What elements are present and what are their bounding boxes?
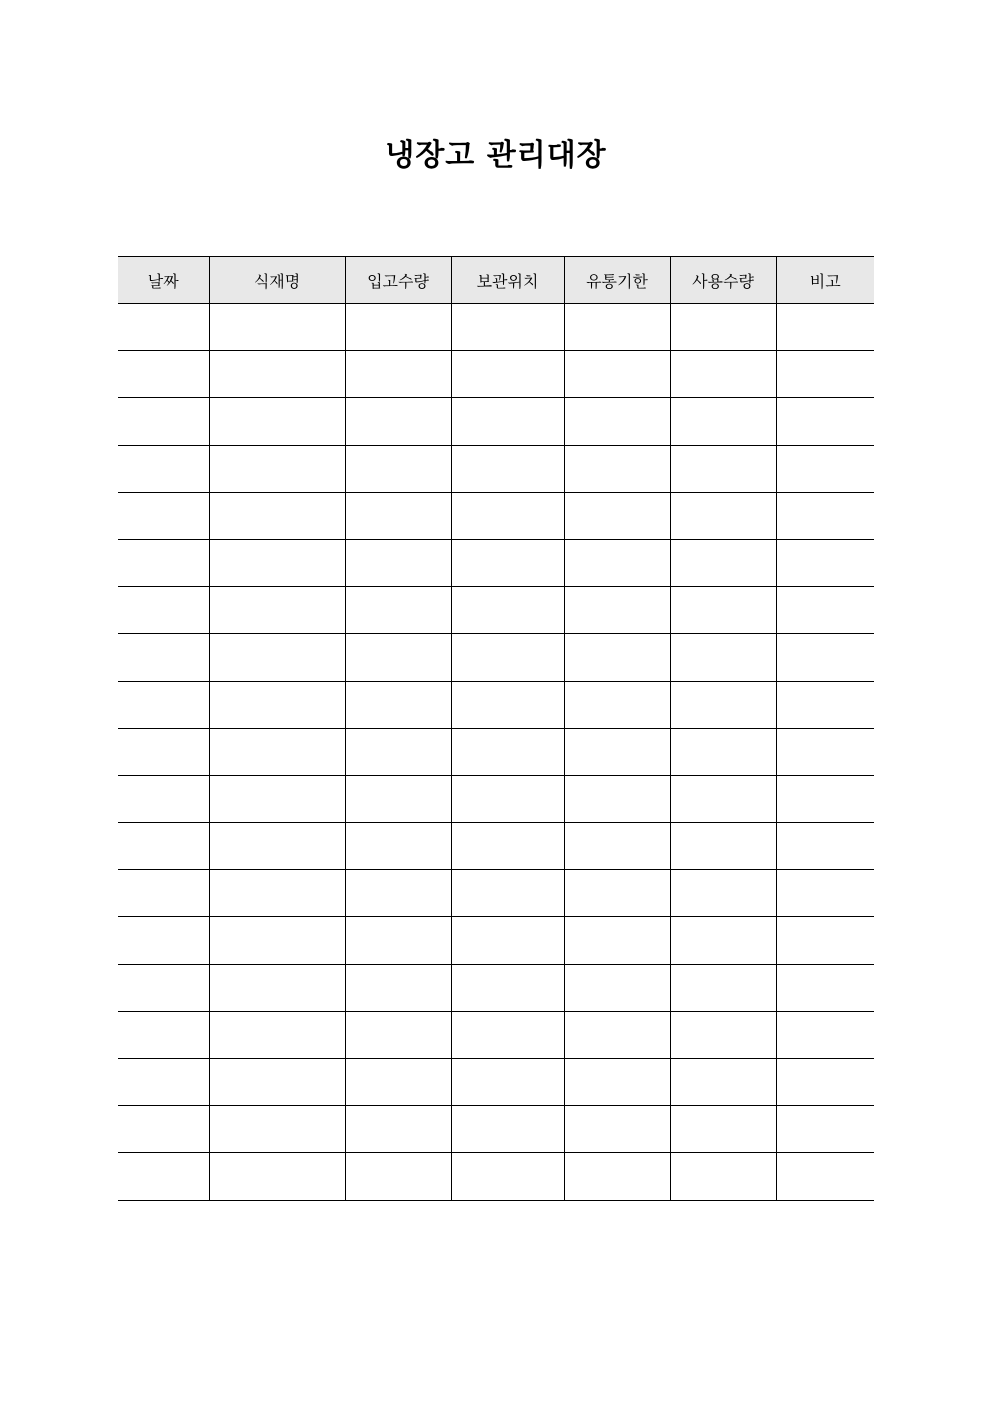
table-cell[interactable] (776, 681, 874, 728)
table-cell[interactable] (564, 1106, 670, 1153)
table-row (118, 1011, 874, 1058)
table-cell[interactable] (670, 351, 776, 398)
table-cell[interactable] (345, 917, 451, 964)
table-cell[interactable] (776, 917, 874, 964)
header-expiration-date: 유통기한 (564, 257, 670, 304)
table-row (118, 1106, 874, 1153)
table-cell[interactable] (451, 1153, 564, 1200)
table-cell[interactable] (209, 634, 345, 681)
table-cell[interactable] (451, 870, 564, 917)
table-cell[interactable] (345, 964, 451, 1011)
table-cell[interactable] (209, 587, 345, 634)
table-cell[interactable] (564, 823, 670, 870)
table-cell[interactable] (670, 917, 776, 964)
header-storage-location: 보관위치 (451, 257, 564, 304)
header-usage-quantity: 사용수량 (670, 257, 776, 304)
table-cell[interactable] (776, 634, 874, 681)
page-title: 냉장고 관리대장 (385, 138, 607, 173)
table-cell[interactable] (209, 1153, 345, 1200)
table-cell[interactable] (451, 775, 564, 822)
table-cell[interactable] (451, 964, 564, 1011)
table-row (118, 681, 874, 728)
table-cell[interactable] (564, 351, 670, 398)
table-row (118, 492, 874, 539)
table-cell[interactable] (451, 351, 564, 398)
table-cell[interactable] (564, 1011, 670, 1058)
table-cell[interactable] (118, 1011, 209, 1058)
table-cell[interactable] (451, 823, 564, 870)
table-cell[interactable] (345, 728, 451, 775)
table-cell[interactable] (209, 964, 345, 1011)
table-cell[interactable] (776, 398, 874, 445)
table-cell[interactable] (209, 492, 345, 539)
table-cell[interactable] (451, 1059, 564, 1106)
table-row (118, 728, 874, 775)
table-cell[interactable] (564, 445, 670, 492)
table-row (118, 445, 874, 492)
table-cell[interactable] (564, 587, 670, 634)
table-cell[interactable] (209, 351, 345, 398)
table-cell[interactable] (345, 1011, 451, 1058)
header-date: 날짜 (118, 257, 209, 304)
table-cell[interactable] (670, 964, 776, 1011)
table-row (118, 304, 874, 351)
header-remarks: 비고 (776, 257, 874, 304)
table-cell[interactable] (209, 823, 345, 870)
table-cell[interactable] (345, 492, 451, 539)
table-cell[interactable] (118, 870, 209, 917)
table-cell[interactable] (670, 823, 776, 870)
table-cell[interactable] (670, 681, 776, 728)
table-cell[interactable] (118, 445, 209, 492)
table-cell[interactable] (670, 304, 776, 351)
table-cell[interactable] (776, 964, 874, 1011)
table-cell[interactable] (564, 964, 670, 1011)
table-cell[interactable] (209, 304, 345, 351)
header-incoming-quantity: 입고수량 (345, 257, 451, 304)
table-cell[interactable] (345, 1106, 451, 1153)
table-cell[interactable] (345, 587, 451, 634)
table-cell[interactable] (776, 445, 874, 492)
table-row (118, 1153, 874, 1200)
table-cell[interactable] (564, 728, 670, 775)
table-cell[interactable] (451, 492, 564, 539)
table-cell[interactable] (345, 1059, 451, 1106)
table-cell[interactable] (118, 823, 209, 870)
table-cell[interactable] (776, 539, 874, 586)
table-cell[interactable] (564, 398, 670, 445)
table-cell[interactable] (776, 1011, 874, 1058)
table-cell[interactable] (451, 445, 564, 492)
table-cell[interactable] (209, 681, 345, 728)
table-cell[interactable] (345, 681, 451, 728)
table-cell[interactable] (776, 775, 874, 822)
table-row (118, 917, 874, 964)
table-cell[interactable] (451, 539, 564, 586)
table-cell[interactable] (670, 634, 776, 681)
table-cell[interactable] (776, 1106, 874, 1153)
table-cell[interactable] (209, 775, 345, 822)
table-cell[interactable] (776, 870, 874, 917)
table-cell[interactable] (564, 870, 670, 917)
table-cell[interactable] (670, 1106, 776, 1153)
table-cell[interactable] (451, 398, 564, 445)
table-cell[interactable] (118, 587, 209, 634)
table-cell[interactable] (118, 681, 209, 728)
table-cell[interactable] (564, 492, 670, 539)
table-cell[interactable] (345, 398, 451, 445)
table-cell[interactable] (345, 351, 451, 398)
table-row (118, 539, 874, 586)
table-cell[interactable] (118, 775, 209, 822)
table-cell[interactable] (209, 728, 345, 775)
table-cell[interactable] (345, 539, 451, 586)
table-cell[interactable] (564, 634, 670, 681)
table-row (118, 398, 874, 445)
table-row (118, 587, 874, 634)
table-cell[interactable] (209, 398, 345, 445)
table-cell[interactable] (118, 634, 209, 681)
table-cell[interactable] (451, 1106, 564, 1153)
table-cell[interactable] (670, 492, 776, 539)
table-cell[interactable] (118, 1059, 209, 1106)
table-row (118, 964, 874, 1011)
table-cell[interactable] (345, 775, 451, 822)
table-cell[interactable] (209, 917, 345, 964)
table-cell[interactable] (776, 304, 874, 351)
header-row (118, 257, 874, 304)
table-row (118, 1059, 874, 1106)
table-cell[interactable] (670, 445, 776, 492)
table-cell[interactable] (670, 1153, 776, 1200)
table-cell[interactable] (209, 1059, 345, 1106)
ledger-table (118, 256, 874, 1201)
table-cell[interactable] (564, 539, 670, 586)
table-cell[interactable] (345, 634, 451, 681)
table-cell[interactable] (564, 917, 670, 964)
table-cell[interactable] (776, 1059, 874, 1106)
table-cell[interactable] (776, 351, 874, 398)
table-cell[interactable] (209, 1011, 345, 1058)
table-row (118, 870, 874, 917)
table-cell[interactable] (345, 445, 451, 492)
table-cell[interactable] (670, 539, 776, 586)
table-cell[interactable] (564, 775, 670, 822)
table-cell[interactable] (670, 1011, 776, 1058)
table-cell[interactable] (670, 775, 776, 822)
table-cell[interactable] (451, 1011, 564, 1058)
table-cell[interactable] (564, 304, 670, 351)
table-cell[interactable] (564, 1153, 670, 1200)
table-cell[interactable] (564, 1059, 670, 1106)
header-ingredient: 식재명 (209, 257, 345, 304)
table-cell[interactable] (209, 539, 345, 586)
table-cell[interactable] (345, 870, 451, 917)
table-cell[interactable] (118, 492, 209, 539)
table-cell[interactable] (776, 823, 874, 870)
ledger-body (118, 304, 874, 1201)
table-cell[interactable] (118, 539, 209, 586)
table-cell[interactable] (118, 917, 209, 964)
table-cell[interactable] (670, 728, 776, 775)
table-cell[interactable] (209, 870, 345, 917)
table-cell[interactable] (670, 1059, 776, 1106)
table-cell[interactable] (776, 1153, 874, 1200)
table-cell[interactable] (209, 445, 345, 492)
table-cell[interactable] (451, 681, 564, 728)
table-cell[interactable] (776, 728, 874, 775)
table-cell[interactable] (118, 351, 209, 398)
table-cell[interactable] (118, 1106, 209, 1153)
table-row (118, 634, 874, 681)
table-cell[interactable] (451, 304, 564, 351)
table-cell[interactable] (345, 823, 451, 870)
table-cell[interactable] (451, 587, 564, 634)
table-cell[interactable] (776, 492, 874, 539)
table-cell[interactable] (776, 587, 874, 634)
table-cell[interactable] (451, 728, 564, 775)
table-cell[interactable] (451, 917, 564, 964)
table-cell[interactable] (118, 398, 209, 445)
table-cell[interactable] (118, 964, 209, 1011)
table-row (118, 823, 874, 870)
table-cell[interactable] (118, 728, 209, 775)
table-cell[interactable] (564, 681, 670, 728)
table-cell[interactable] (345, 1153, 451, 1200)
table-cell[interactable] (118, 1153, 209, 1200)
table-row (118, 351, 874, 398)
table-cell[interactable] (209, 1106, 345, 1153)
table-cell[interactable] (670, 587, 776, 634)
table-cell[interactable] (118, 304, 209, 351)
table-cell[interactable] (345, 304, 451, 351)
table-cell[interactable] (451, 634, 564, 681)
table-row (118, 775, 874, 822)
table-cell[interactable] (670, 398, 776, 445)
table-cell[interactable] (670, 870, 776, 917)
